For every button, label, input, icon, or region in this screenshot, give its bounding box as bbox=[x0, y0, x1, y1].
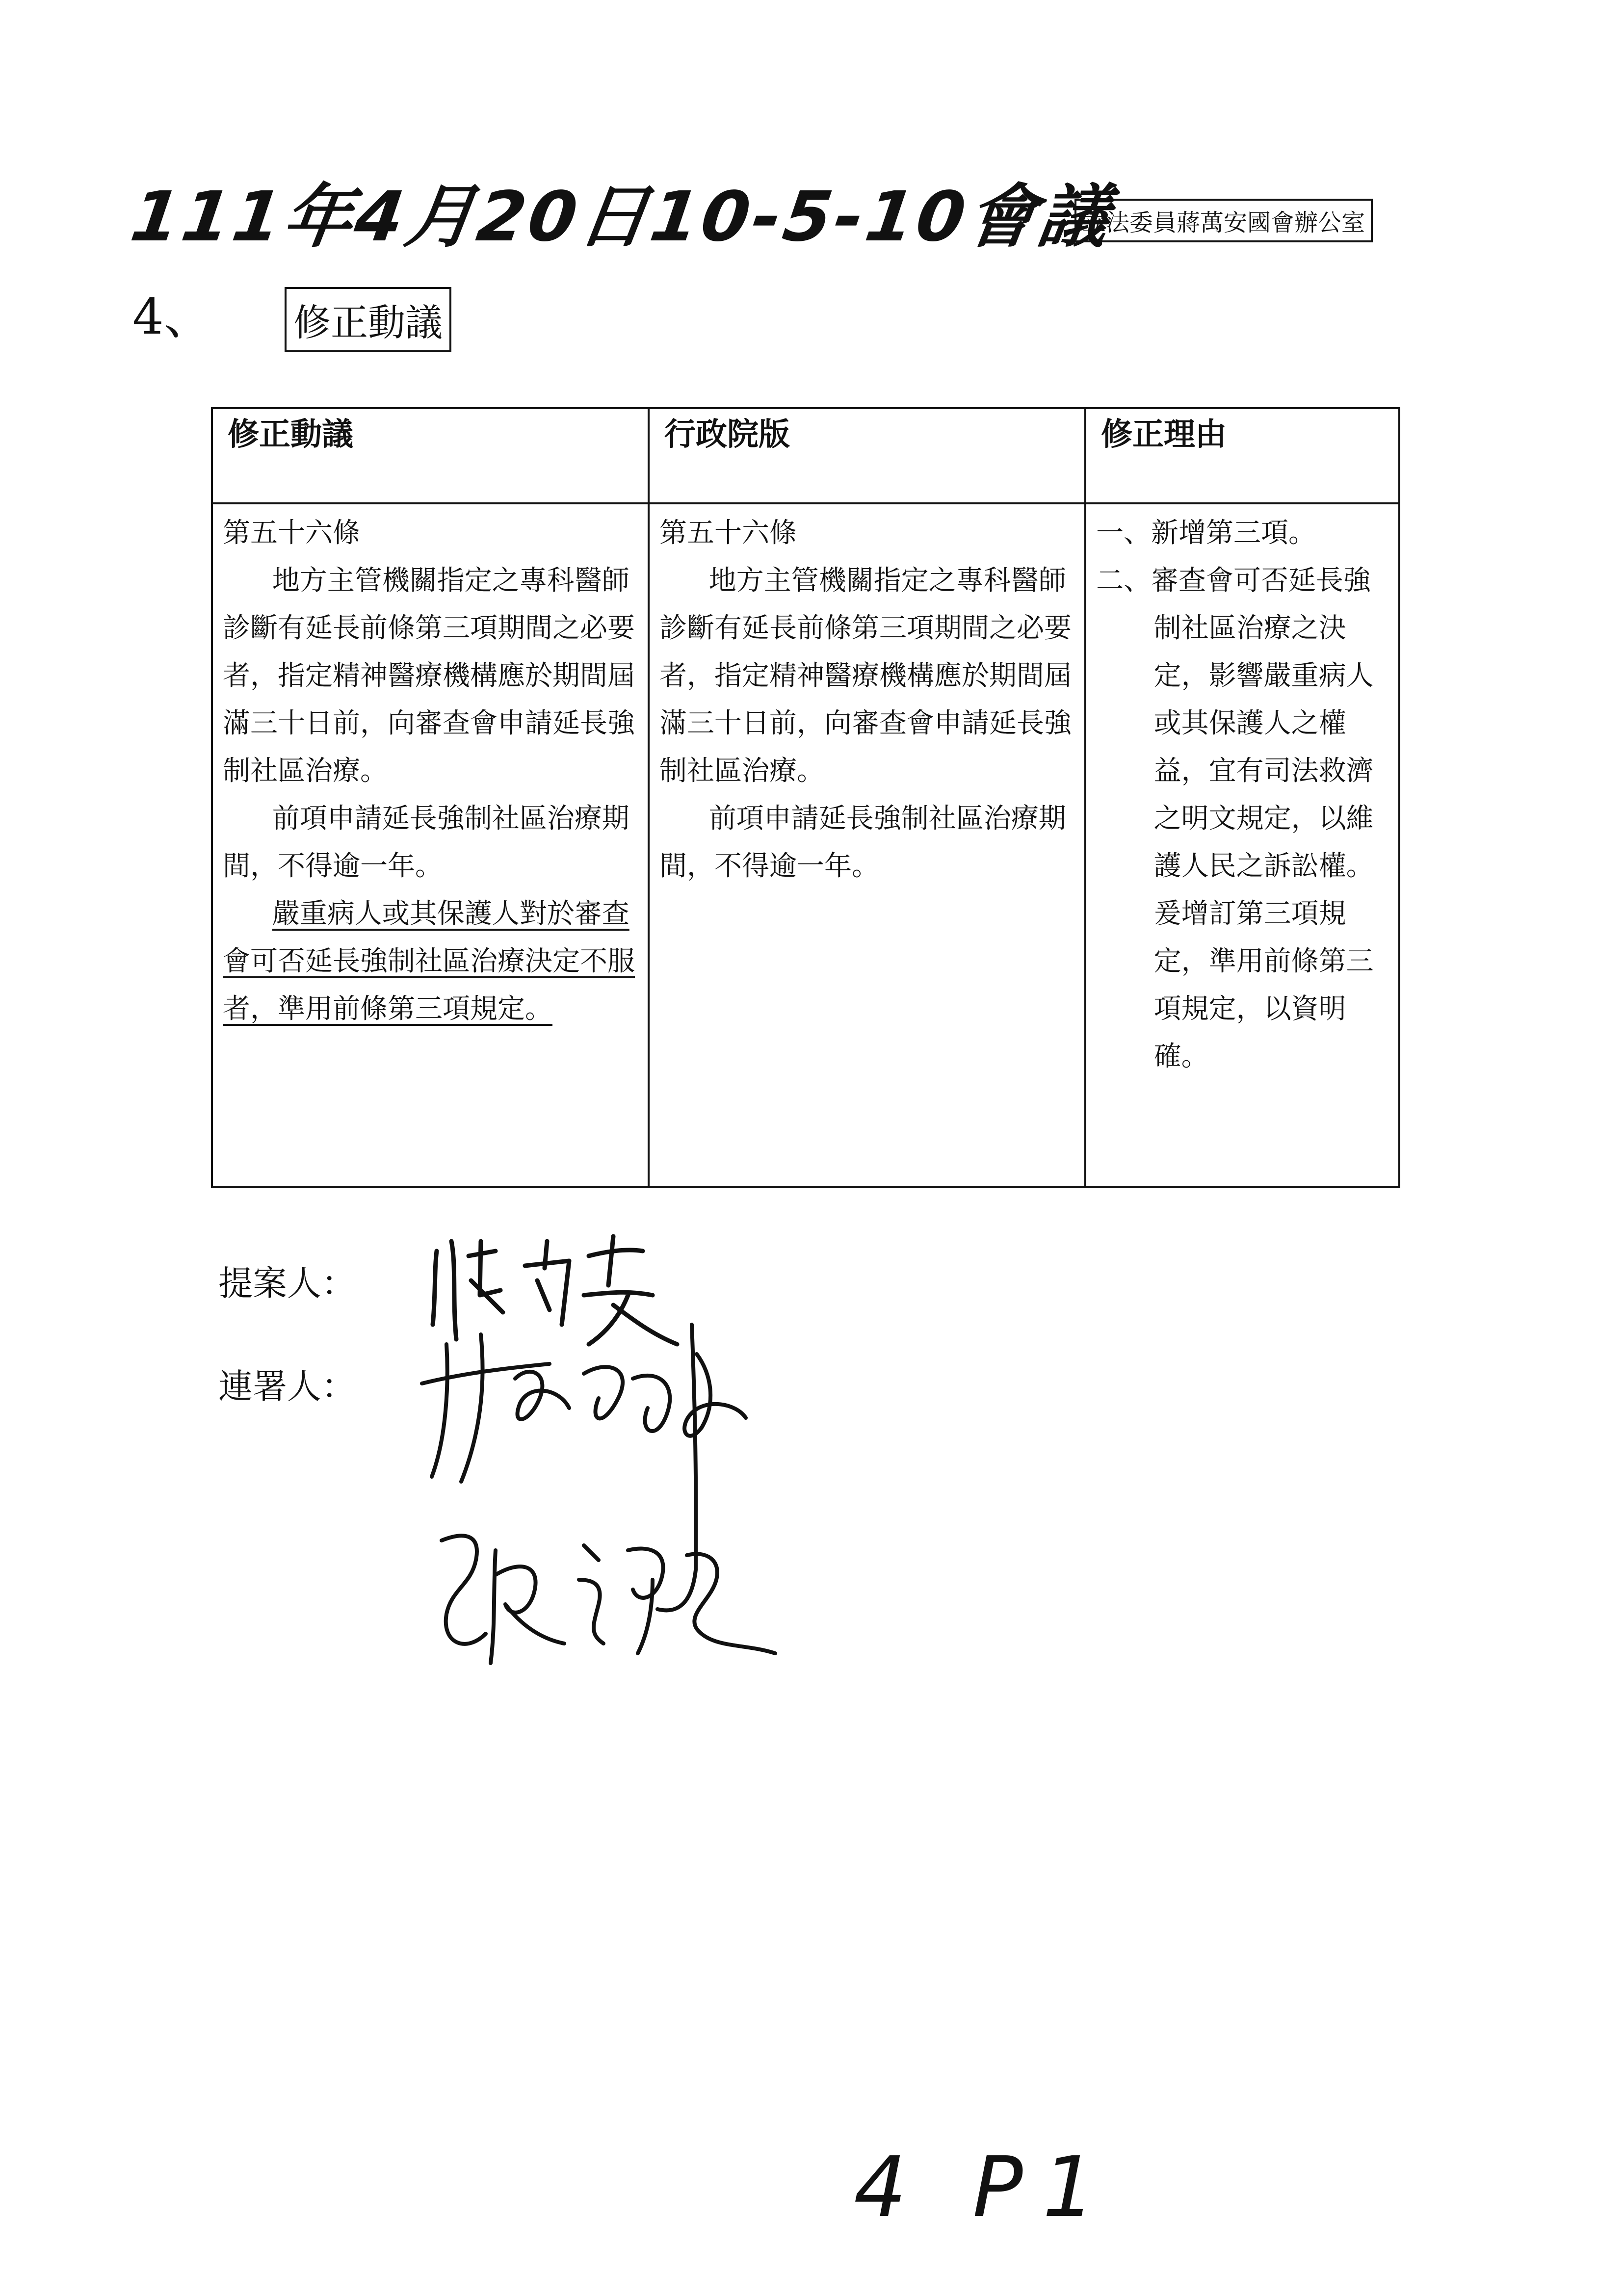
column-header-executive-version: 行政院版 bbox=[649, 408, 1085, 503]
item-number: 4、 bbox=[132, 288, 213, 345]
executive-article: 第五十六條 bbox=[659, 517, 797, 549]
executive-paragraph-1: 地方主管機關指定之專科醫師診斷有延長前條第三項期間之必要者，指定精神醫療機構應於期間屆滿三十日前，向審查會申請延長強制社區治療。 bbox=[659, 565, 1072, 787]
handwritten-meeting-reference: 111年4月20日10-5-10會議 bbox=[126, 177, 1117, 257]
executive-version-cell bbox=[649, 503, 1085, 1187]
table-row bbox=[212, 503, 1399, 1187]
reason-item-2: 二、審查會可否延長強制社區治療之決定，影響嚴重病人或其保護人之權益，宜有司法救濟之明文規定，以維護人民之訴訟權。爰增訂第三項規定，準用前條第三項規定，以資明確。 bbox=[1096, 565, 1374, 1072]
executive-paragraph-2: 前項申請延長強制社區治療期間，不得逾一年。 bbox=[659, 803, 1066, 882]
table-header-row bbox=[212, 408, 1399, 503]
amendment-cell bbox=[212, 503, 649, 1187]
reason-cell bbox=[1085, 503, 1399, 1187]
amendment-added-paragraph: 嚴重病人或其保護人對於審查會可否延長強制社區治療決定不服者，準用前條第三項規定。 bbox=[223, 898, 635, 1025]
office-label: 立法委員蔣萬安國會辦公室 bbox=[1074, 199, 1373, 242]
proposer-label: 提案人： bbox=[218, 1263, 356, 1304]
motion-title: 修正動議 bbox=[285, 287, 451, 352]
column-header-amendment: 修正動議 bbox=[212, 408, 649, 503]
reason-list bbox=[1096, 509, 1388, 1080]
handwritten-page-number: 4 P1 bbox=[854, 2139, 1115, 2236]
reason-item-1: 一、新增第三項。 bbox=[1096, 517, 1316, 549]
amendment-paragraph-1: 地方主管機關指定之專科醫師診斷有延長前條第三項期間之必要者，指定精神醫療機構應於期間屆滿三十日前，向審查會申請延長強制社區治療。 bbox=[223, 565, 635, 787]
column-header-reason: 修正理由 bbox=[1085, 408, 1399, 503]
amendment-article: 第五十六條 bbox=[223, 517, 360, 549]
amendment-paragraph-2: 前項申請延長強制社區治療期間，不得逾一年。 bbox=[223, 803, 629, 882]
cosigner-signature-2 bbox=[422, 1506, 795, 1683]
cosigner-label: 連署人： bbox=[218, 1366, 356, 1407]
comparison-table bbox=[211, 407, 1400, 1188]
